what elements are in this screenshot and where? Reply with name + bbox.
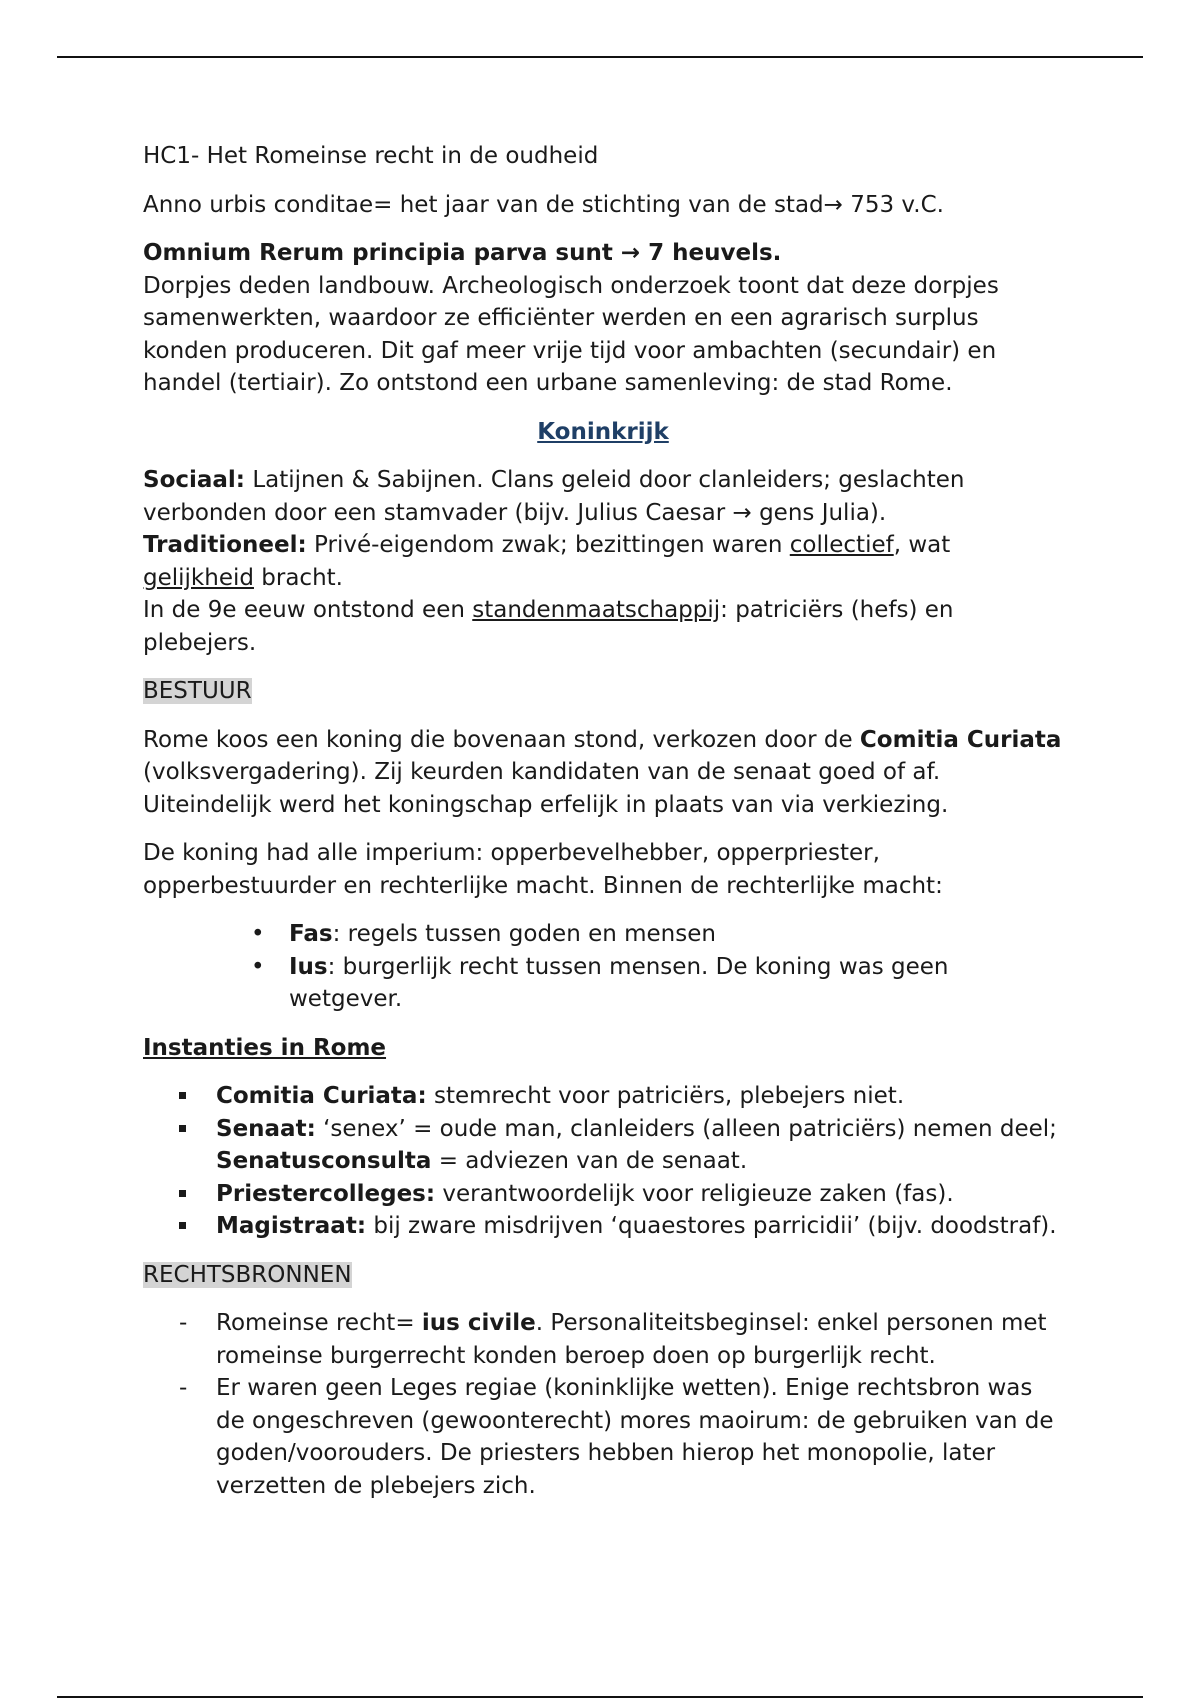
sociaal-text: Latijnen & Sabijnen. Clans geleid door clanleiders; geslachten verbonden door een stamvader (bijv. Julius Caesar → gens Julia). [143,467,965,526]
list-item-label: Senaat: [216,1115,316,1142]
list-item-text: bij zware misdrijven ‘quaestores parricidii’ (bijv. doodstraf). [366,1213,1057,1239]
traditioneel-text: Privé-eigendom zwak; bezittingen waren [306,532,790,558]
list-item-text: : regels tussen goden en mensen [332,921,716,947]
list-item [143,1210,1063,1243]
sociaal-label: Sociaal: [143,467,246,493]
traditioneel-paragraph [143,529,1063,594]
square-bullet-icon [179,1125,186,1132]
square-bullet-icon [179,1222,186,1229]
list-item-text: Romeinse recht= [216,1310,422,1336]
list-item-text: ‘senex’ = oude man, clanleiders (alleen patriciërs) nemen deel; [315,1115,1057,1142]
bestuur-text: Rome koos een koning die bovenaan stond, verkozen door de [143,726,860,753]
bestuur-heading-text: BESTUUR [143,678,252,704]
section-heading-instanties: Instanties in Rome [143,1034,387,1061]
list-item-label: Senatusconsulta [216,1148,432,1174]
term-comitia-curiata: Comitia Curiata [859,726,1062,753]
list-item-label: Ius [289,953,328,980]
anno-line: Anno urbis conditae= het jaar van de stichting van de stad→ 753 v.C. [143,191,944,218]
list-item [143,1113,1063,1178]
list-item-label: Comitia Curiata: [216,1083,427,1109]
footer-rule [57,1696,1143,1698]
document-title: HC1- Het Romeinse recht in de oudheid [143,143,599,169]
term-ius-civile: ius civile [421,1310,536,1336]
omnium-paragraph: Dorpjes deden landbouw. Archeologisch onderzoek toont dat deze dorpjes samenwerkten, waardoor ze efficiënter werden en een agrarisch surplus konden produceren. Dit gaf meer vrije tijd voor ambachten (secundair) en handel (tertiair). Zo ontstond een urbane samenleving: de stad Rome. [143,272,999,396]
bestuur-paragraph-2: De koning had alle imperium: opperbevelhebber, opperpriester, opperbestuurder en rechterlijke macht. Binnen de rechterlijke macht: [143,840,943,899]
standen-text: In de 9e eeuw ontstond een [143,597,473,623]
section-heading-rechtsbronnen [143,1259,1063,1292]
list-item [143,1080,1063,1113]
term-gelijkheid: gelijkheid [143,564,254,591]
list-item-label: Magistraat: [216,1213,367,1239]
bestuur-text: (volksvergadering). Zij keurden kandidaten van de senaat goed of af. Uiteindelijk werd het koningschap erfelijk in plaats van via verkiezing. [143,759,949,818]
list-item-text: Er waren geen Leges regiae (koninklijke wetten). Enige rechtsbron was de ongeschreven (gewoonterecht) mores maoirum: de gebruiken van de goden/voorouders. De priesters hebben hierop het monopolie, later verzetten de plebejers zich. [216,1375,1054,1499]
term-standenmaatschappij: standenmaatschappij [472,597,721,623]
list-item-text: verantwoordelijk voor religieuze zaken (fas). [435,1180,954,1207]
header-rule [57,56,1143,58]
list-item-label: Priestercolleges: [216,1180,436,1207]
dash-bullet-icon: - [179,1310,188,1336]
section-heading-bestuur [143,675,1063,708]
bestuur-paragraph-1 [143,724,1063,822]
instanties-list [143,1080,1063,1243]
traditioneel-text: , wat [893,532,951,558]
list-item [143,1307,1063,1372]
list-item [143,918,1063,951]
list-item [143,951,1063,1016]
section-heading-koninkrijk: Koninkrijk [537,418,669,445]
omnium-heading: Omnium Rerum principia parva sunt → 7 heuvels. [143,240,782,266]
bullet-icon: • [251,953,265,980]
list-item-text: = adviezen van de senaat. [431,1148,748,1174]
standen-paragraph [143,594,1063,659]
rechtsbronnen-heading-text: RECHTSBRONNEN [143,1261,352,1288]
rechterlijke-macht-list [143,918,1063,1016]
list-item-text: stemrecht voor patriciërs, plebejers niet. [426,1083,905,1109]
square-bullet-icon [179,1190,186,1197]
standen-text: : patriciërs (hefs) en plebejers. [143,597,954,656]
list-item [143,1178,1063,1211]
document-body [143,140,1063,1502]
dash-bullet-icon: - [179,1375,188,1401]
list-item-text: . Personaliteitsbeginsel: enkel personen met romeinse burgerrecht konden beroep doen op burgerlijk recht. [216,1310,1047,1369]
list-item [143,1372,1063,1502]
square-bullet-icon [179,1092,186,1099]
term-collectief: collectief [789,532,894,558]
traditioneel-text: bracht. [253,564,343,591]
list-item-label: Fas [289,921,333,947]
traditioneel-label: Traditioneel: [143,532,307,558]
bullet-icon: • [251,921,265,947]
sociaal-paragraph [143,464,1063,529]
list-item-text: : burgerlijk recht tussen mensen. De koning was geen wetgever. [289,953,949,1012]
rechtsbronnen-list [143,1307,1063,1502]
